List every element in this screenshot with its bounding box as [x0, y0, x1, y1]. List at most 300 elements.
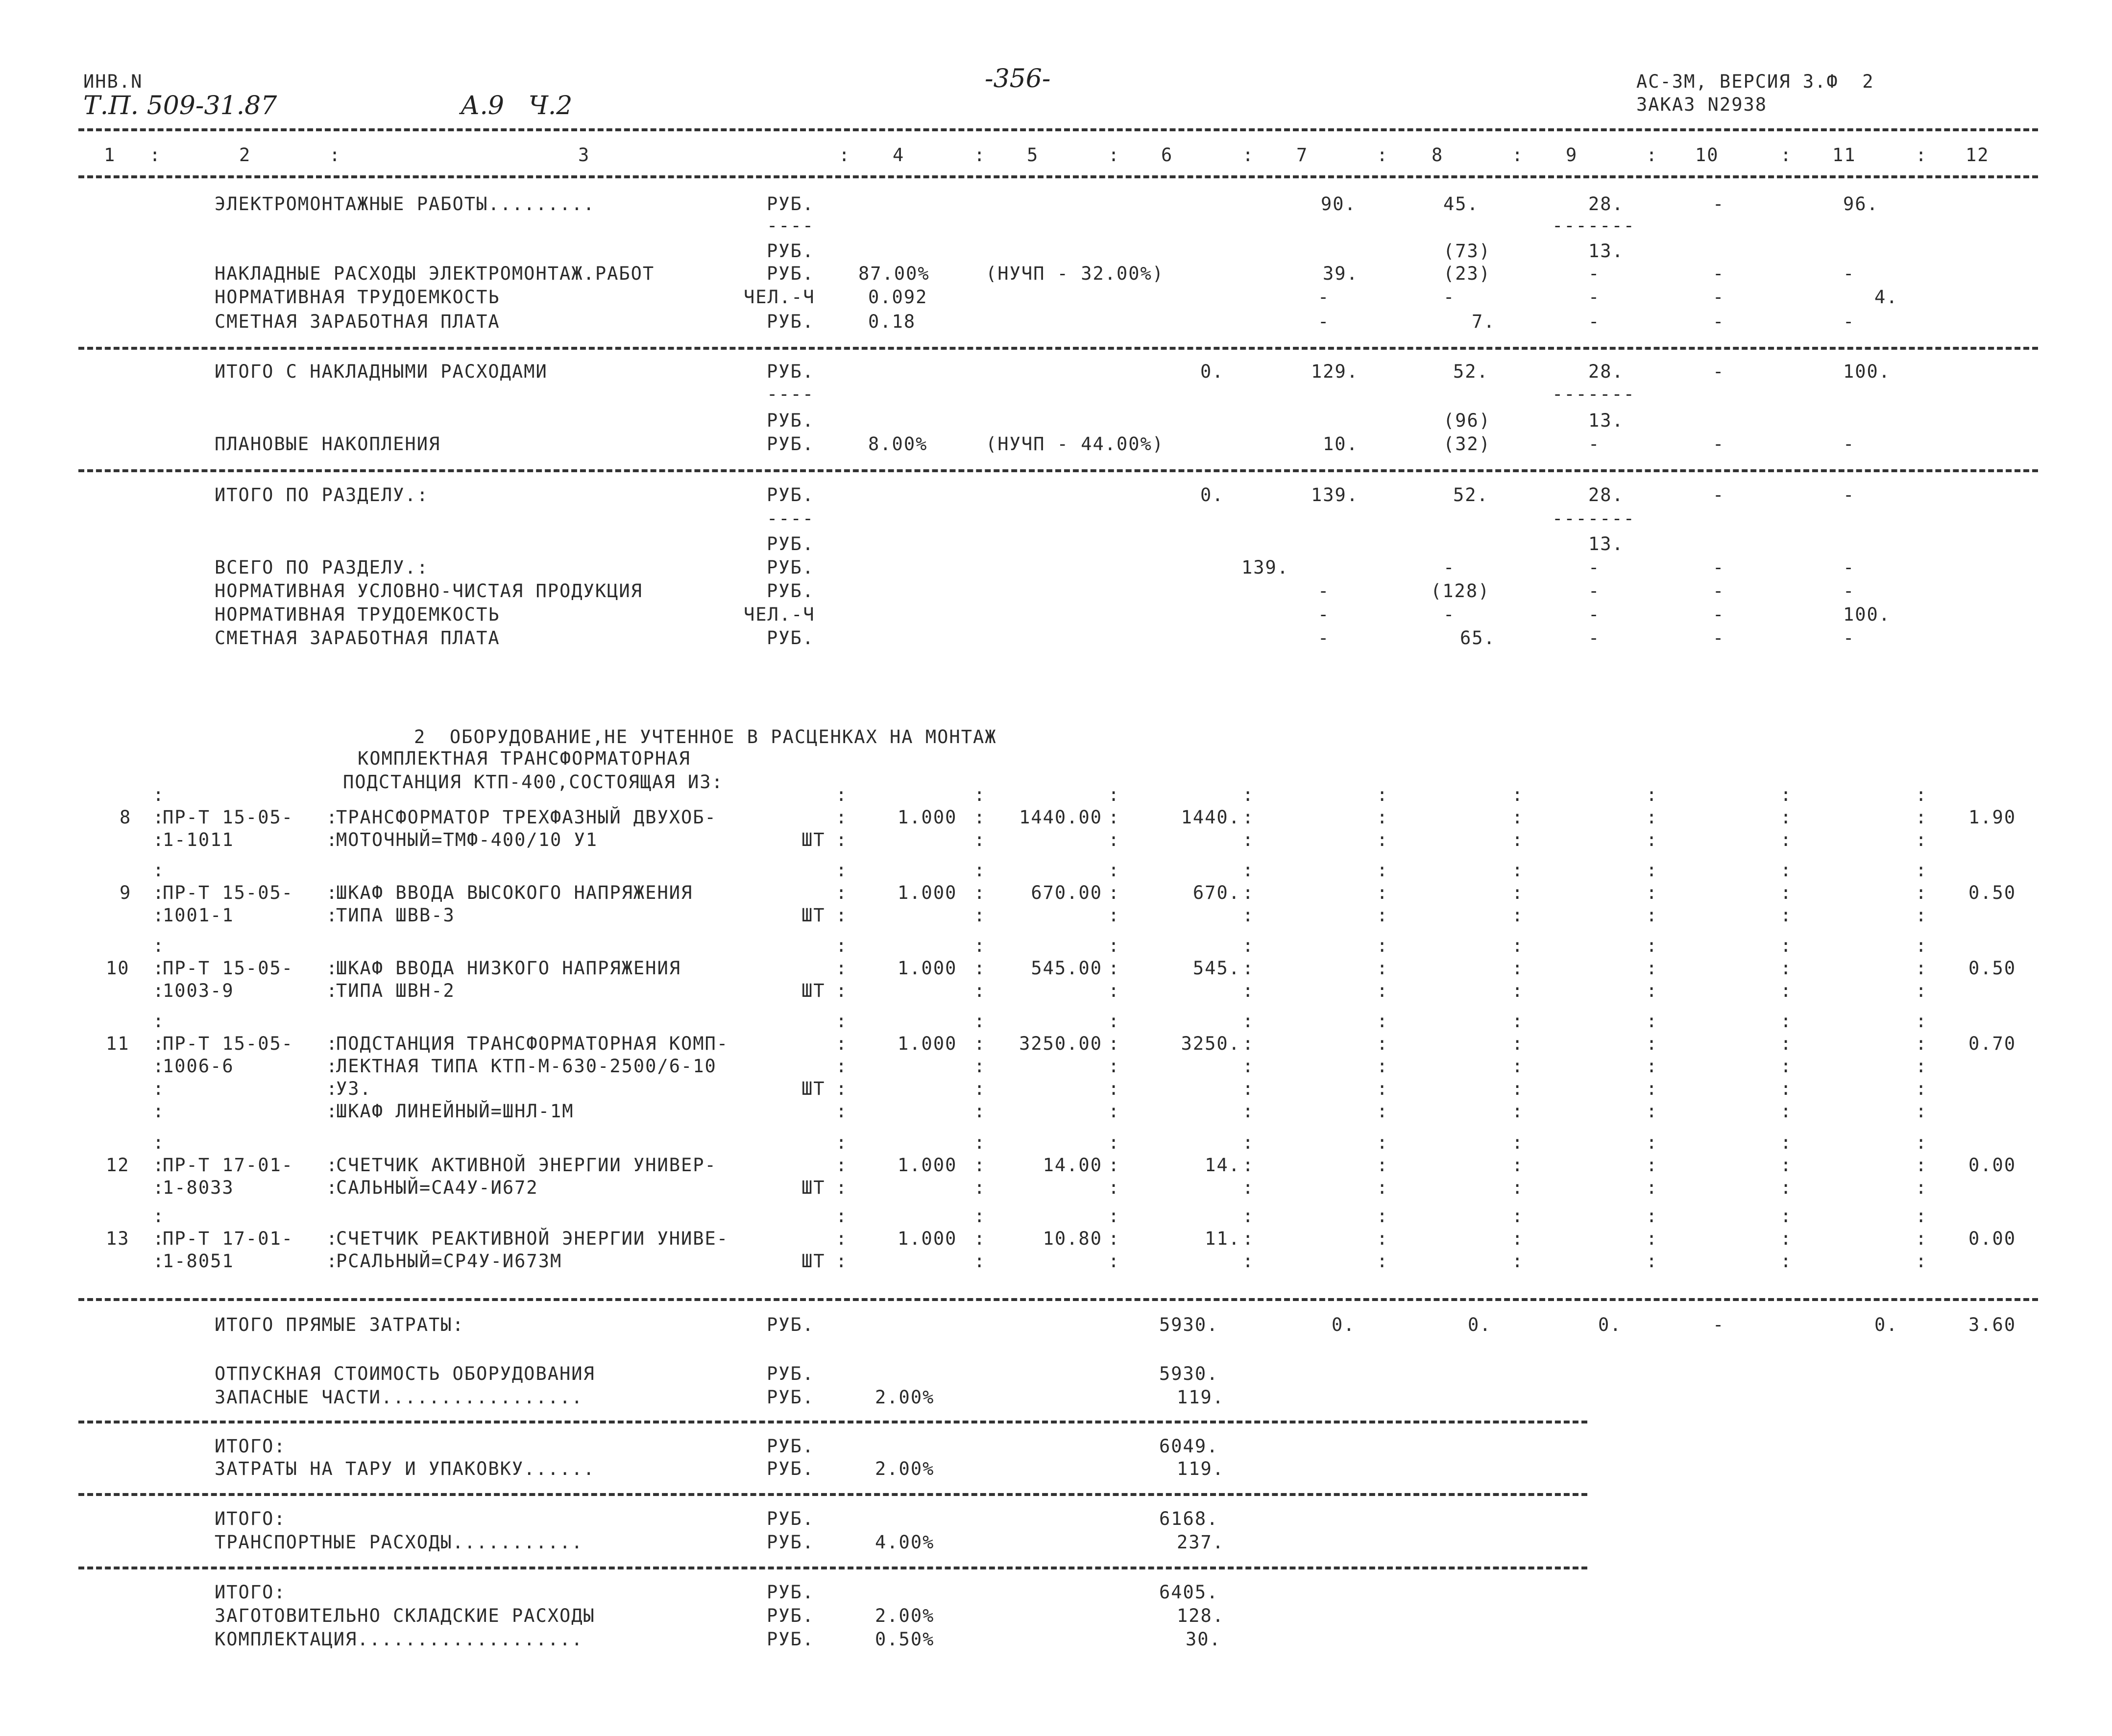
rule	[78, 1493, 1587, 1496]
col-sep: :	[153, 1101, 165, 1122]
row-pct: 2.00%	[875, 1458, 935, 1479]
col-sep: :	[1646, 1132, 1658, 1153]
item-unit: ШТ	[801, 1251, 825, 1272]
cell-c6: 139.	[1241, 557, 1289, 578]
col-sep: :	[1242, 829, 1255, 850]
row-label: СМЕТНАЯ ЗАРАБОТНАЯ ПЛАТА	[215, 311, 500, 332]
col-sep: :	[1108, 1228, 1120, 1249]
col-sep: :	[1108, 1251, 1120, 1272]
item-code-2: 1001-1	[163, 905, 234, 926]
col-sep: :	[1916, 1155, 1928, 1176]
col-sep: :	[1916, 1033, 1928, 1054]
item-description: ПОДСТАНЦИЯ ТРАНСФОРМАТОРНАЯ КОМП-	[336, 1033, 729, 1054]
col-sep: :	[1377, 145, 1389, 166]
col-sep: :	[1780, 1228, 1793, 1249]
col-sep: :	[1512, 1056, 1524, 1077]
cell-c7: -	[1318, 311, 1330, 332]
item-c12: 0.00	[1968, 1228, 2016, 1249]
cell-c7: 10.	[1323, 434, 1359, 455]
cell-c8: 52.	[1453, 484, 1489, 506]
cell-c9: -	[1588, 580, 1601, 602]
col-sep: :	[1377, 1101, 1389, 1122]
cell-c9: -	[1588, 263, 1601, 284]
col-sep: :	[329, 145, 341, 166]
unit-dashes: ----	[767, 215, 815, 236]
column-header-rule	[78, 175, 2038, 178]
col-sep: :	[1512, 860, 1524, 881]
col-sep: :	[1646, 905, 1658, 926]
item-c12: 0.50	[1968, 958, 2016, 979]
col-sep: :	[153, 1078, 165, 1099]
col-sep: :	[1780, 145, 1793, 166]
row-pct: 4.00%	[875, 1532, 935, 1553]
row-label: ИТОГО ПРЯМЫЕ ЗАТРАТЫ:	[215, 1314, 464, 1335]
row-unit: РУБ.	[767, 1387, 815, 1408]
col-sep: :	[836, 1011, 848, 1032]
col-sep: :	[1108, 1155, 1120, 1176]
item-description: СЧЕТЧИК АКТИВНОЙ ЭНЕРГИИ УНИВЕР-	[336, 1155, 717, 1176]
col-sep: :	[836, 935, 848, 956]
doc-number-handwritten: Т.П. 509-31.87	[83, 91, 277, 121]
item-quantity: 1.000	[898, 1155, 957, 1176]
col-sep: :	[974, 935, 986, 956]
col-sep: :	[1108, 145, 1120, 166]
cell-c7: 0.	[1332, 1314, 1356, 1335]
col-sep: :	[1780, 1206, 1793, 1227]
col-sep: :	[1108, 1132, 1120, 1153]
col-sep: :	[1780, 882, 1793, 903]
col-sep: :	[1512, 958, 1524, 979]
cell-c6: 128.	[1177, 1605, 1225, 1626]
cell-c6: 119.	[1177, 1458, 1225, 1479]
col-sep: :	[1646, 1206, 1658, 1227]
row-unit: РУБ.	[767, 311, 815, 332]
item-code: ПР-Т 15-05-	[163, 1033, 294, 1054]
cell-c6: 6405.	[1159, 1582, 1219, 1603]
item-code: ПР-Т 15-05-	[163, 807, 294, 828]
overhead-nuchp: (НУЧП - 32.00%)	[986, 263, 1165, 284]
cell-c7: 39.	[1323, 263, 1359, 284]
col-sep: :	[836, 1251, 848, 1272]
cell-c6: 30.	[1186, 1629, 1221, 1650]
item-colon: :	[326, 905, 339, 926]
col-sep: :	[1780, 1101, 1793, 1122]
row-label: ВСЕГО ПО РАЗДЕЛУ.:	[215, 557, 429, 578]
cell-c11: -	[1843, 434, 1855, 455]
col-sep: :	[1108, 1011, 1120, 1032]
cell-c10: -	[1713, 434, 1725, 455]
col-sep: :	[1242, 1078, 1255, 1099]
col-sep: :	[153, 784, 165, 805]
item-colon: :	[326, 1177, 339, 1198]
unit-dashes: ----	[767, 384, 815, 405]
item-price: 3250.00	[1019, 1033, 1102, 1054]
col-sep: :	[1377, 882, 1389, 903]
col-sep: :	[1916, 1251, 1928, 1272]
row-label: ТРАНСПОРТНЫЕ РАСХОДЫ...........	[215, 1532, 583, 1553]
cell-c10: -	[1713, 311, 1725, 332]
col-sep: :	[1646, 1056, 1658, 1077]
col-sep: :	[1242, 1155, 1255, 1176]
row-label: ЭЛЕКТРОМОНТАЖНЫЕ РАБОТЫ.........	[215, 193, 595, 215]
col-sep: :	[1512, 980, 1524, 1001]
col-sep: :	[153, 935, 165, 956]
col-sep: :	[1646, 980, 1658, 1001]
c9-dashes: -------	[1552, 508, 1635, 529]
item-code: ПР-Т 15-05-	[163, 882, 294, 903]
col-sep: :	[1377, 905, 1389, 926]
cell-c11: -	[1843, 484, 1855, 506]
cell-c10: -	[1713, 287, 1725, 308]
cell-c10: -	[1713, 361, 1725, 382]
cell-c10: -	[1713, 580, 1725, 602]
item-code-2: 1006-6	[163, 1056, 234, 1077]
col-12: 12	[1966, 145, 1990, 166]
item-c12: 0.50	[1968, 882, 2016, 903]
col-sep: :	[1108, 807, 1120, 828]
rule	[78, 347, 2038, 350]
col-sep: :	[1916, 958, 1928, 979]
row-label: КОМПЛЕКТАЦИЯ...................	[215, 1629, 583, 1650]
cell-c9: 28.	[1588, 193, 1624, 215]
cell-c8: (128)	[1431, 580, 1490, 602]
col-sep: :	[1646, 860, 1658, 881]
col-sep: :	[1242, 1228, 1255, 1249]
col-sep: :	[1512, 1177, 1524, 1198]
cell-c8: (32)	[1443, 434, 1491, 455]
row-label: ИТОГО:	[215, 1436, 286, 1457]
row-unit: ЧЕЛ.-Ч	[744, 287, 815, 308]
item-colon: :	[326, 1033, 339, 1054]
row-unit: РУБ.	[767, 484, 815, 506]
row-unit: РУБ.	[767, 580, 815, 602]
col-sep: :	[1646, 1251, 1658, 1272]
row-unit: РУБ.	[767, 557, 815, 578]
col-sep: :	[1242, 784, 1255, 805]
cell-c6: 6049.	[1159, 1436, 1219, 1457]
item-quantity: 1.000	[898, 1228, 957, 1249]
col-sep: :	[153, 1132, 165, 1153]
item-sum: 1440.	[1181, 807, 1240, 828]
col-sep: :	[1780, 1056, 1793, 1077]
cell-c7: -	[1318, 287, 1330, 308]
col-sep: :	[1916, 145, 1928, 166]
unit-dashes: ----	[767, 508, 815, 529]
rule	[78, 1567, 1587, 1569]
col-sep: :	[1512, 807, 1524, 828]
col-sep: :	[1242, 1206, 1255, 1227]
row-unit: РУБ.	[767, 1508, 815, 1529]
cell-c11: 0.	[1874, 1314, 1898, 1335]
item-description-2: ЛЕКТНАЯ ТИПА КТП-М-630-2500/6-10	[336, 1056, 717, 1077]
cell-c6: 0.	[1200, 484, 1224, 506]
item-number: 10	[106, 958, 130, 979]
item-c12: 0.70	[1968, 1033, 2016, 1054]
col-sep: :	[1377, 807, 1389, 828]
item-sum: 670.	[1192, 882, 1240, 903]
cell-c11: 4.	[1874, 287, 1898, 308]
row-unit: РУБ.	[767, 1629, 815, 1650]
col-sep: :	[1377, 1078, 1389, 1099]
col-sep: :	[836, 1206, 848, 1227]
col-sep: :	[1512, 1101, 1524, 1122]
item-code: ПР-Т 15-05-	[163, 958, 294, 979]
cell-c9: -	[1588, 311, 1601, 332]
col-sep: :	[1916, 1056, 1928, 1077]
col-sep: :	[974, 1056, 986, 1077]
row-unit: РУБ.	[767, 410, 815, 431]
col-sep: :	[974, 145, 986, 166]
col-sep: :	[1242, 1056, 1255, 1077]
col-sep: :	[1512, 1251, 1524, 1272]
cell-c8: 0.	[1468, 1314, 1492, 1335]
col-sep: :	[1242, 980, 1255, 1001]
row-unit: ЧЕЛ.-Ч	[744, 604, 815, 625]
item-number: 11	[106, 1033, 130, 1054]
col-sep: :	[1377, 1206, 1389, 1227]
cell-c11: -	[1843, 627, 1855, 649]
col-sep: :	[1377, 784, 1389, 805]
cell-c11: 100.	[1843, 361, 1891, 382]
wage-value: 0.18	[868, 311, 916, 332]
row-pct: 2.00%	[875, 1387, 935, 1408]
cell-c8: 65.	[1460, 627, 1496, 649]
item-unit: ШТ	[801, 905, 825, 926]
item-sum: 3250.	[1181, 1033, 1240, 1054]
col-sep: :	[836, 807, 848, 828]
col-sep: :	[1780, 807, 1793, 828]
item-price: 10.80	[1043, 1228, 1102, 1249]
c9-dashes: -------	[1552, 215, 1635, 236]
cell-c9-sub: 13.	[1588, 533, 1624, 555]
col-sep: :	[1646, 958, 1658, 979]
col-sep: :	[1780, 980, 1793, 1001]
col-sep: :	[836, 1228, 848, 1249]
col-sep: :	[974, 1078, 986, 1099]
col-sep: :	[153, 1155, 165, 1176]
col-sep: :	[1780, 784, 1793, 805]
item-code-2: 1-1011	[163, 829, 234, 850]
cell-c9: -	[1588, 627, 1601, 649]
col-sep: :	[153, 980, 165, 1001]
cell-c8-sub: (73)	[1443, 241, 1491, 262]
col-sep: :	[836, 860, 848, 881]
cell-c6: 237.	[1177, 1532, 1225, 1553]
item-colon: :	[326, 958, 339, 979]
col-sep: :	[974, 784, 986, 805]
col-sep: :	[1108, 1206, 1120, 1227]
plan-nuchp: (НУЧП - 44.00%)	[986, 434, 1165, 455]
item-colon: :	[326, 1056, 339, 1077]
item-description: СЧЕТЧИК РЕАКТИВНОЙ ЭНЕРГИИ УНИВЕ-	[336, 1228, 729, 1249]
cell-c10: -	[1713, 263, 1725, 284]
cell-c8: -	[1443, 287, 1456, 308]
col-sep: :	[1646, 807, 1658, 828]
col-sep: :	[974, 905, 986, 926]
col-sep: :	[1646, 1228, 1658, 1249]
cell-c7: 129.	[1311, 361, 1359, 382]
col-sep: :	[1242, 935, 1255, 956]
cell-c8: 45.	[1443, 193, 1479, 215]
col-sep: :	[1242, 860, 1255, 881]
cell-c8: 52.	[1453, 361, 1489, 382]
labor-value: 0.092	[868, 287, 928, 308]
col-sep: :	[1108, 882, 1120, 903]
col-sep: :	[1108, 1078, 1120, 1099]
col-sep: :	[153, 882, 165, 903]
col-sep: :	[1916, 1132, 1928, 1153]
col-sep: :	[974, 1033, 986, 1054]
col-sep: :	[836, 1033, 848, 1054]
col-sep: :	[836, 784, 848, 805]
cell-c12: 3.60	[1968, 1314, 2016, 1335]
cell-c6: 0.	[1200, 361, 1224, 382]
col-sep: :	[153, 807, 165, 828]
col-1: 1	[104, 145, 116, 166]
item-code-2: 1-8051	[163, 1251, 234, 1272]
col-sep: :	[974, 1177, 986, 1198]
row-unit: РУБ.	[767, 1605, 815, 1626]
rule	[78, 1421, 1587, 1423]
item-unit: ШТ	[801, 980, 825, 1001]
col-5: 5	[1027, 145, 1039, 166]
row-unit: РУБ.	[767, 1436, 815, 1457]
section2-title: 2 ОБОРУДОВАНИЕ,НЕ УЧТЕННОЕ В РАСЦЕНКАХ НА МОНТАЖ	[414, 726, 997, 747]
row-label: ОТПУСКНАЯ СТОИМОСТЬ ОБОРУДОВАНИЯ	[215, 1363, 595, 1384]
cell-c9: -	[1588, 557, 1601, 578]
col-sep: :	[1780, 860, 1793, 881]
col-sep: :	[1916, 1206, 1928, 1227]
row-unit: РУБ.	[767, 533, 815, 555]
row-label: ИТОГО:	[215, 1508, 286, 1529]
col-sep: :	[1108, 784, 1120, 805]
cell-c10: -	[1713, 604, 1725, 625]
plan-pct: 8.00%	[868, 434, 928, 455]
item-quantity: 1.000	[898, 882, 957, 903]
item-unit: ШТ	[801, 829, 825, 850]
cell-c7: -	[1318, 604, 1330, 625]
col-sep: :	[1646, 1078, 1658, 1099]
col-sep: :	[1377, 1033, 1389, 1054]
row-label: ПЛАНОВЫЕ НАКОПЛЕНИЯ	[215, 434, 441, 455]
col-sep: :	[974, 860, 986, 881]
col-sep: :	[1242, 958, 1255, 979]
item-quantity: 1.000	[898, 958, 957, 979]
col-sep: :	[1377, 1132, 1389, 1153]
col-sep: :	[1108, 1033, 1120, 1054]
col-sep: :	[1242, 1101, 1255, 1122]
col-sep: :	[1108, 958, 1120, 979]
col-sep: :	[1242, 1033, 1255, 1054]
row-unit: РУБ.	[767, 263, 815, 284]
cell-c8-sub: (96)	[1443, 410, 1491, 431]
item-colon: :	[326, 882, 339, 903]
col-sep: :	[836, 1101, 848, 1122]
col-sep: :	[974, 1132, 986, 1153]
col-6: 6	[1161, 145, 1173, 166]
col-sep: :	[1646, 1011, 1658, 1032]
item-colon: :	[326, 1101, 339, 1122]
col-sep: :	[836, 1132, 848, 1153]
col-sep: :	[1916, 1101, 1928, 1122]
col-sep: :	[153, 829, 165, 850]
col-sep: :	[1646, 935, 1658, 956]
item-colon: :	[326, 1155, 339, 1176]
col-sep: :	[1108, 1101, 1120, 1122]
item-code: ПР-Т 17-01-	[163, 1228, 294, 1249]
item-colon: :	[326, 807, 339, 828]
row-label: ЗАПАСНЫЕ ЧАСТИ.................	[215, 1387, 583, 1408]
col-sep: :	[1780, 1078, 1793, 1099]
col-sep: :	[1646, 882, 1658, 903]
col-sep: :	[1377, 829, 1389, 850]
col-7: 7	[1296, 145, 1309, 166]
col-sep: :	[149, 145, 162, 166]
row-unit: РУБ.	[767, 1582, 815, 1603]
col-sep: :	[1242, 1177, 1255, 1198]
col-sep: :	[1916, 882, 1928, 903]
item-price: 14.00	[1043, 1155, 1102, 1176]
col-sep: :	[153, 958, 165, 979]
col-11: 11	[1832, 145, 1856, 166]
item-number: 13	[106, 1228, 130, 1249]
col-sep: :	[1916, 807, 1928, 828]
col-sep: :	[1377, 1177, 1389, 1198]
col-sep: :	[1108, 860, 1120, 881]
col-sep: :	[1108, 905, 1120, 926]
album-handwritten: А.9 Ч.2	[461, 91, 573, 121]
col-sep: :	[1108, 1177, 1120, 1198]
item-description: ШКАФ ВВОДА НИЗКОГО НАПРЯЖЕНИЯ	[336, 958, 681, 979]
col-sep: :	[974, 807, 986, 828]
item-colon: :	[326, 1228, 339, 1249]
col-sep: :	[1242, 1251, 1255, 1272]
row-pct: 2.00%	[875, 1605, 935, 1626]
col-sep: :	[153, 1251, 165, 1272]
row-label: НОРМАТИВНАЯ ТРУДОЕМКОСТЬ	[215, 287, 500, 308]
col-sep: :	[1512, 1132, 1524, 1153]
cell-c9: -	[1588, 434, 1601, 455]
cell-c11: -	[1843, 311, 1855, 332]
item-code: ПР-Т 17-01-	[163, 1155, 294, 1176]
col-sep: :	[1646, 1177, 1658, 1198]
item-number: 9	[120, 882, 132, 903]
col-sep: :	[1108, 829, 1120, 850]
item-number: 8	[120, 807, 132, 828]
item-description-4: ШКАФ ЛИНЕЙНЫЙ=ШНЛ-1М	[336, 1101, 574, 1122]
rule	[78, 1298, 2038, 1301]
overhead-pct: 87.00%	[858, 263, 930, 284]
col-sep: :	[1377, 1155, 1389, 1176]
col-sep: :	[1242, 905, 1255, 926]
col-sep: :	[1780, 935, 1793, 956]
col-sep: :	[974, 1155, 986, 1176]
col-sep: :	[1377, 958, 1389, 979]
cell-c9-sub: 13.	[1588, 410, 1624, 431]
cell-c9-sub: 13.	[1588, 241, 1624, 262]
cell-c7: 90.	[1321, 193, 1357, 215]
col-sep: :	[1377, 1251, 1389, 1272]
col-sep: :	[1512, 1228, 1524, 1249]
col-4: 4	[893, 145, 905, 166]
col-sep: :	[1512, 784, 1524, 805]
col-sep: :	[974, 1251, 986, 1272]
row-unit: РУБ.	[767, 627, 815, 649]
row-unit: РУБ.	[767, 1314, 815, 1335]
col-10: 10	[1695, 145, 1719, 166]
cell-c8: (23)	[1443, 263, 1491, 284]
cell-c7: -	[1318, 627, 1330, 649]
